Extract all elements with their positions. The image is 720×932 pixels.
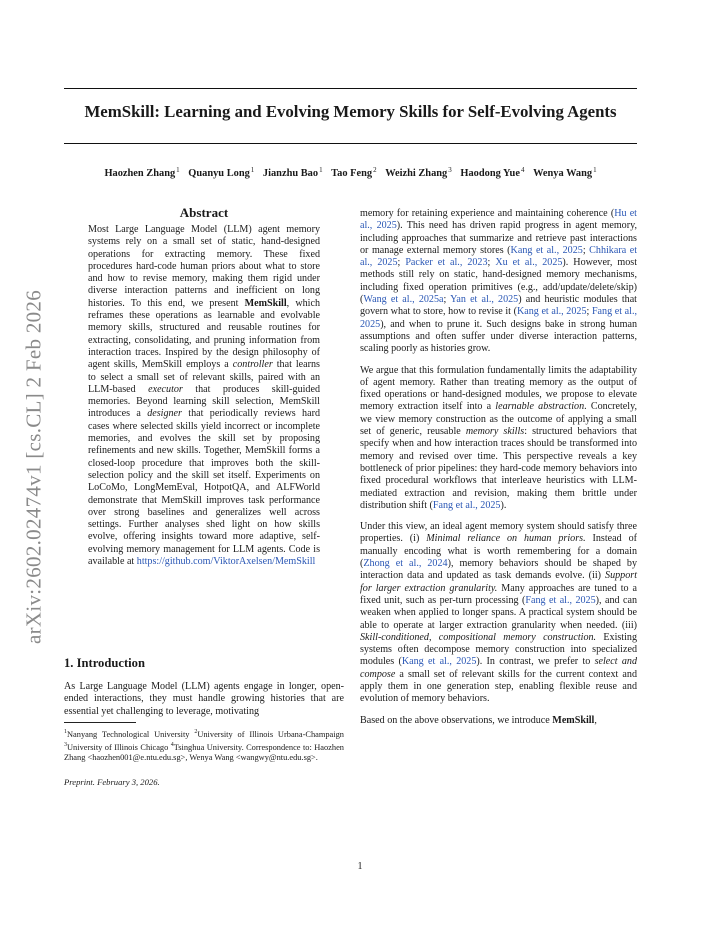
citation-link[interactable]: Chhikara et al., 2025 <box>360 244 637 269</box>
abstract-text: Most Large Language Model (LLM) agent memory systems rely on a small set of static, hand-designed operations for extracting memory. These fixed procedures hard-code human priors about what to store and how to revise memory, making them rigid under diverse interaction patterns and inefficient on long histories. To this end, we present MemSkill, which reframes these operations as learnable and evolvable memory skills, structured and reusable routines for extracting, consolidating, and pruning information from interaction traces. Inspired by the design philosophy of agent skills, MemSkill employs a controller that learns to select a small set of relevant skills, paired with an LLM-based executor that produces skill-guided memories. Beyond learning skill selection, MemSkill introduces a designer that periodically reviews hard cases where selected skills yield incorrect or incomplete memories, and evolves the skill set by proposing refinements and new skills. Together, MemSkill forms a closed-loop procedure that improves both the skill-selection policy and the skill set itself. Experiments on LoCoMo, LongMemEval, HotpotQA, and ALFWorld demonstrate that MemSkill improves task performance over strong baselines and generalizes well across settings. Further analyses shed light on how skills evolve, offering insights toward more adaptive, self-evolving memory management for LLM agents. Code is available at https://github.com/ViktorAxelsen/MemSkill <box>88 224 321 568</box>
author: Jianzhu Bao$^1$ <box>262 166 323 180</box>
page-number: 1 <box>357 861 363 872</box>
arxiv-identifier-stamp: arXiv:2602.02474v1 [cs.CL] 2 Feb 2026 <box>21 289 46 645</box>
author-list <box>64 166 637 179</box>
author: Quanyu Long$^1$ <box>188 166 255 180</box>
code-link[interactable]: https://github.com/ViktorAxelsen/MemSkill <box>136 556 316 568</box>
citation-link[interactable]: Fang et al., 2025 <box>525 594 596 606</box>
preprint-date: Preprint. February 3, 2026. <box>64 776 160 787</box>
citation-link[interactable]: Kang et al., 2025 <box>516 306 587 318</box>
abstract-section <box>88 205 320 568</box>
citation-link[interactable]: Packer et al., 2023 <box>405 257 488 269</box>
citation-link[interactable]: Fang et al., 2025 <box>432 499 501 511</box>
intro-paragraph: As Large Language Model (LLM) agents engage in longer, open-ended interactions, they must handle growing histories that are essential yet challenging to leverage, motivating <box>64 681 344 717</box>
section-heading-introduction: 1. Introduction <box>64 656 145 670</box>
citation-link[interactable]: Wang et al., 2025a <box>363 294 444 306</box>
paper-title: MemSkill: Learning and Evolving Memory Skills for Self-Evolving Agents <box>84 102 617 121</box>
footnote-rule <box>64 722 136 723</box>
author: Wenya Wang$^1$ <box>533 166 597 180</box>
author: Tao Feng$^2$ <box>331 166 377 180</box>
author: Weizhi Zhang$^3$ <box>385 166 452 180</box>
author: Haozhen Zhang$^1$ <box>104 166 180 180</box>
body-paragraph: We argue that this formulation fundamentally limits the adaptability of agent memory. Rather than treating memory as the output of fixed operations or hand-designed modules, we propose to elevate memory extraction itself into a learnable abstraction. Concretely, we view memory construction as the outcome of applying a small set of generic, reusable memory skills: structured behaviors that specify when and how interaction traces should be transformed into memory and revised over time. This perspective reveals a key bottleneck of prior pipelines: they hard-code memory behaviors into fixed procedural workflows that interleave heuristics with LLM-mediated extraction and revision, making them brittle under distribution shift (Fang et al., 2025). <box>360 364 637 511</box>
citation-link[interactable]: Kang et al., 2025 <box>510 244 583 256</box>
affiliation-footnote: $^1$Nanyang Technological University $^2$University of Illinois Urbana-Champaign $^3$University of Illinois Chicago $^4$Tsinghua University. Correspondence to: Haozhen Zhang <haozhen001@e.ntu.edu.sg>, Wenya Wang <wangwy@ntu.edu.sg>. <box>64 728 344 763</box>
citation-link[interactable]: Kang et al., 2025 <box>401 656 477 668</box>
author: Haodong Yue$^4$ <box>460 166 525 180</box>
body-paragraph: Based on the above observations, we introduce MemSkill, <box>360 714 597 726</box>
title-top-rule <box>64 88 637 89</box>
body-paragraph: Under this view, an ideal agent memory system should satisfy three properties. (i) Minimal reliance on human priors. Instead of manually encoding what is worth remembering for a domain (Zhong et al., 2024), memory behaviors should be shaped by interaction data and updated as task demands evolve. (ii) Support for larger extraction granularity. Many approaches are tuned to a fixed unit, such as per-turn processing (Fang et al., 2025), and can weaken when applied to longer spans. A practical system should be able to operate at larger extraction granularity when needed. (iii) Skill-conditioned, compositional memory construction. Existing systems often decompose memory construction into specialized modules (Kang et al., 2025). In contrast, we prefer to select and compose a small set of relevant skills for the current context and apply them in one generation step, enabling flexible reuse and evolution of memory behaviors. <box>360 521 638 705</box>
citation-link[interactable]: Zhong et al., 2024 <box>363 558 448 570</box>
citation-link[interactable]: Xu et al., 2025 <box>495 257 563 269</box>
introduction-left-column <box>64 656 344 787</box>
citation-link[interactable]: Fang et al., 2025 <box>360 306 637 330</box>
introduction-right-column <box>360 208 637 736</box>
body-paragraph: memory for retaining experience and maintaining coherence (Hu et al., 2025). This need has driven rapid progress in agent memory, including approaches that summarize and retrieve past interactions or manage external memory stores (Kang et al., 2025; Chhikara et al., 2025; Packer et al., 2023; Xu et al., 2025). However, most methods still rely on static, hand-designed memory mechanisms, including fixed operation primitives (e.g., add/update/delete/skip) (Wang et al., 2025a; Yan et al., 2025) and heuristic modules that govern what to store, how to revise it (Kang et al., 2025; Fang et al., 2025), and when to prune it. Such designs bake in strong human assumptions and often suffer under diverse interaction patterns, scaling poorly as histories grow. <box>360 208 638 355</box>
citation-link[interactable]: Yan et al., 2025 <box>450 294 519 306</box>
citation-link[interactable]: Hu et al., 2025 <box>360 208 637 232</box>
title-bottom-rule <box>64 143 637 144</box>
abstract-heading: Abstract <box>179 205 229 220</box>
